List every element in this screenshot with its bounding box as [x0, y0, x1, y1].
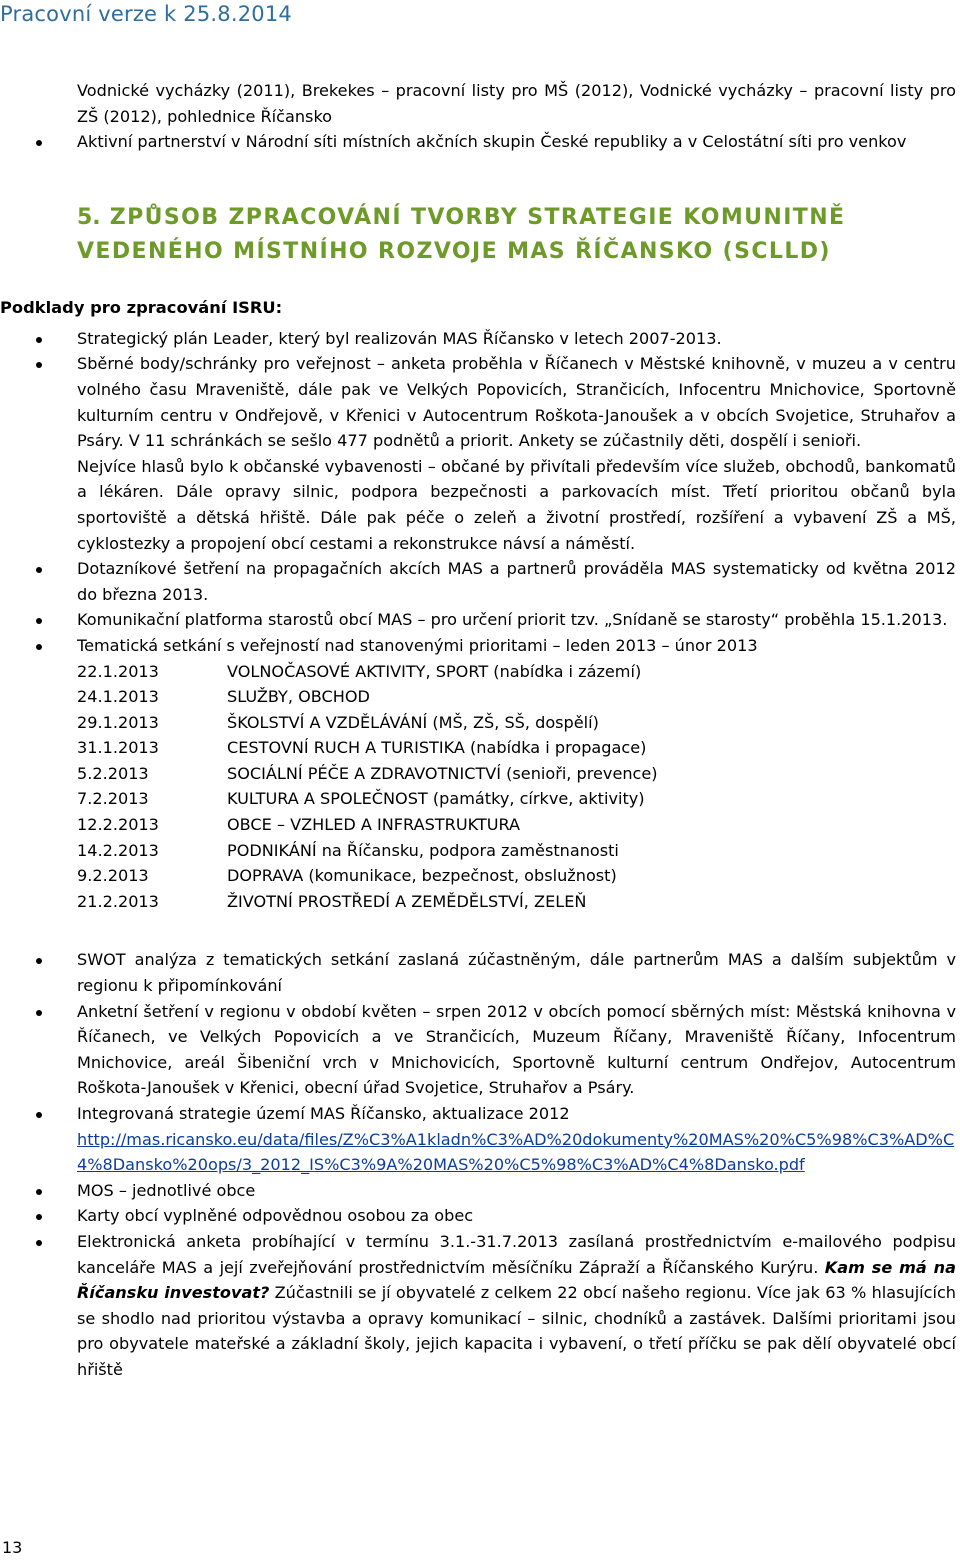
electronic-question: Kam se má na Říčansku investovat?: [77, 1257, 956, 1303]
list-item-partnership: Aktivní partnerství v Národní síti místních akčních skupin České republiky a v Celostátní síti pro venkov: [0, 129, 956, 155]
list-item-strategic-plan: Strategický plán Leader, který byl realizován MAS Říčansko v letech 2007-2013.: [0, 326, 956, 352]
integrated-text: Integrovaná strategie území MAS Říčansko, aktualizace 2012: [77, 1104, 570, 1123]
schedule-row: [77, 812, 956, 838]
list-item-swot: SWOT analýza z tematických setkání zaslaná zúčastněným, dále partnerům MAS a dalším subjektům v regionu k připomínkování: [0, 947, 956, 998]
schedule-date: 14.2.2013: [77, 840, 159, 860]
list-item-integrated: [0, 1101, 956, 1178]
schedule-row: [77, 659, 956, 685]
schedule-row: [77, 735, 956, 761]
electronic-text-a: Elektronická anketa probíhající v termínu 3.1.-31.7.2013 zasílaná prostřednictvím e-mailového podpisu kanceláře MAS a její zveřejňování prostřednictvím měsíčníku Zápraží a Říčanského Kurýru.: [77, 1231, 956, 1277]
schedule-date: 31.1.2013: [77, 738, 159, 758]
section-heading: [0, 201, 956, 269]
schedule-row: [77, 889, 956, 915]
page-number: 13: [2, 1538, 23, 1557]
list-item-platform: Komunikační platforma starostů obcí MAS – pro určení priorit tzv. „Snídaně se starosty“ proběhla 15.1.2013.: [0, 607, 956, 633]
schedule-row: [77, 786, 956, 812]
schedule-topic: DOPRAVA (komunikace, bezpečnost, obslužnost): [227, 866, 617, 886]
schedule-date: 29.1.2013: [77, 712, 159, 732]
schedule-date: 5.2.2013: [77, 763, 149, 783]
subheading: Podklady pro zpracování ISRU:: [0, 297, 283, 317]
schedule-row: [77, 863, 956, 889]
collection-points-results: Nejvíce hlasů bylo k občanské vybavenosti – občané by přivítali především více služeb, obchodů, bankomatů a lékáren. Dále opravy silnic, podpora bezpečnosti a parkovacích míst. Třetí prioritou občanů byla sportoviště a dětská hřiště. Dále pak péče o zeleň a životní prostředí, rozšíření a vybavení ZŠ a MŠ, cyklostezky a propojení obcí cestami a rekonstrukce návsí a náměstí.: [77, 456, 956, 553]
schedule-date: 7.2.2013: [77, 789, 149, 809]
schedule-date: 9.2.2013: [77, 866, 149, 886]
schedule-table: [0, 659, 956, 915]
schedule-topic: VOLNOČASOVÉ AKTIVITY, SPORT (nabídka i zázemí): [227, 661, 642, 681]
schedule-date: 12.2.2013: [77, 815, 159, 835]
schedule-row: [77, 838, 956, 864]
schedule-topic: ŽIVOTNÍ PROSTŘEDÍ A ZEMĚDĚLSTVÍ, ZELEŇ: [227, 891, 587, 911]
schedule-row: [77, 684, 956, 710]
schedule-topic: OBCE – VZHLED A INFRASTRUKTURA: [227, 815, 521, 835]
list-item-thematic: Tematická setkání s veřejností nad stanovenými prioritami – leden 2013 – únor 2013: [0, 633, 956, 659]
schedule-row: [77, 761, 956, 787]
electronic-text-c: Zúčastnili se jí obyvatelé z celkem 22 obcí našeho regionu. Více jak 63 % hlasujících se shodlo nad prioritou výstavba a opravy komunikací – silnic, chodníků a zastávek. Dalšími prioritami jsou pro obyvatele mateřské a základní školy, jejich kapacita i vybavení, o třetí příčku se pak dělí obyvatelé obcí hřiště: [77, 1283, 956, 1379]
list-item-survey: Anketní šetření v regionu v období květen – srpen 2012 v obcích pomocí sběrných míst: Městská knihovna v Říčanech, ve Velkých Popovicích a ve Strančicích, Muzeum Říčany, Mraveniště Říčany, Infocentrum Mnichovice, areál Šibeniční vrch v Mnichovicích, Sportovně kulturní centrum Ondřejov, Autocentrum Roškota-Janoušek v Křenici, obecní úřad Svojetice, Struhařov a Psáry.: [0, 999, 956, 1101]
list-item-electronic: [0, 1229, 956, 1383]
schedule-row: [77, 710, 956, 736]
document-body: [0, 78, 956, 1383]
list-item-cards: Karty obcí vyplněné odpovědnou osobou za obec: [0, 1203, 956, 1229]
section-number: 5.: [77, 204, 101, 230]
page-header: Pracovní verze k 25.8.2014: [0, 2, 292, 26]
section-title: ZPŮSOB ZPRACOVÁNÍ TVORBY STRATEGIE KOMUNITNĚ VEDENÉHO MÍSTNÍHO ROZVOJE MAS ŘÍČANSKO (SCLLD): [77, 204, 846, 264]
collection-points-text: Sběrné body/schránky pro veřejnost – anketa proběhla v Říčanech v Městské knihovně, v muzeu a v centru volného času Mraveniště, dále pak ve Velkých Popovicích, Strančicích, Infocentru Mnichovice, Sportovně kulturním centru v Ondřejově, v Křenici v Autocentrum Roškota-Janoušek a v obcích Svojetice, Struhařov a Psáry. V 11 schránkách se sešlo 477 podnětů a priorit. Ankety se zúčastnily děti, dospělí i senioři.: [77, 354, 956, 451]
schedule-topic: SLUŽBY, OBCHOD: [227, 687, 370, 707]
sources-list: [0, 326, 956, 659]
schedule-date: 21.2.2013: [77, 891, 159, 911]
schedule-topic: SOCIÁLNÍ PÉČE A ZDRAVOTNICTVÍ (senioři, prevence): [227, 763, 658, 783]
schedule-topic: PODNIKÁNÍ na Říčansku, podpora zaměstnanosti: [227, 840, 619, 860]
list-item-mos: MOS – jednotlivé obce: [0, 1178, 956, 1204]
schedule-topic: CESTOVNÍ RUCH A TURISTIKA (nabídka i propagace): [227, 738, 647, 758]
schedule-topic: ŠKOLSTVÍ A VZDĚLÁVÁNÍ (MŠ, ZŠ, SŠ, dospělí): [227, 712, 599, 732]
list-item-questionnaire: Dotazníkové šetření na propagačních akcích MAS a partnerů prováděla MAS systematicky od května 2012 do března 2013.: [0, 556, 956, 607]
schedule-date: 22.1.2013: [77, 661, 159, 681]
list-item-continuation: Vodnické vycházky (2011), Brekekes – pracovní listy pro MŠ (2012), Vodnické vycházky – pracovní listy pro ZŠ (2012), pohlednice Říčansko: [77, 81, 956, 126]
list-item-collection-points: [0, 351, 956, 556]
schedule-topic: KULTURA A SPOLEČNOST (památky, církve, aktivity): [227, 789, 645, 809]
integrated-strategy-link[interactable]: http://mas.ricansko.eu/data/files/Z%C3%A1kladn%C3%AD%20dokumenty%20MAS%20%C5%98%C3%AD%C4%8Dansko%20ops/3_2012_IS%C3%9A%20MAS%20%C5%98%C3%AD%C4%8Dansko.pdf: [77, 1129, 955, 1175]
sources-list-2: [0, 947, 956, 1382]
intro-list: [0, 78, 956, 155]
schedule-date: 24.1.2013: [77, 687, 159, 707]
